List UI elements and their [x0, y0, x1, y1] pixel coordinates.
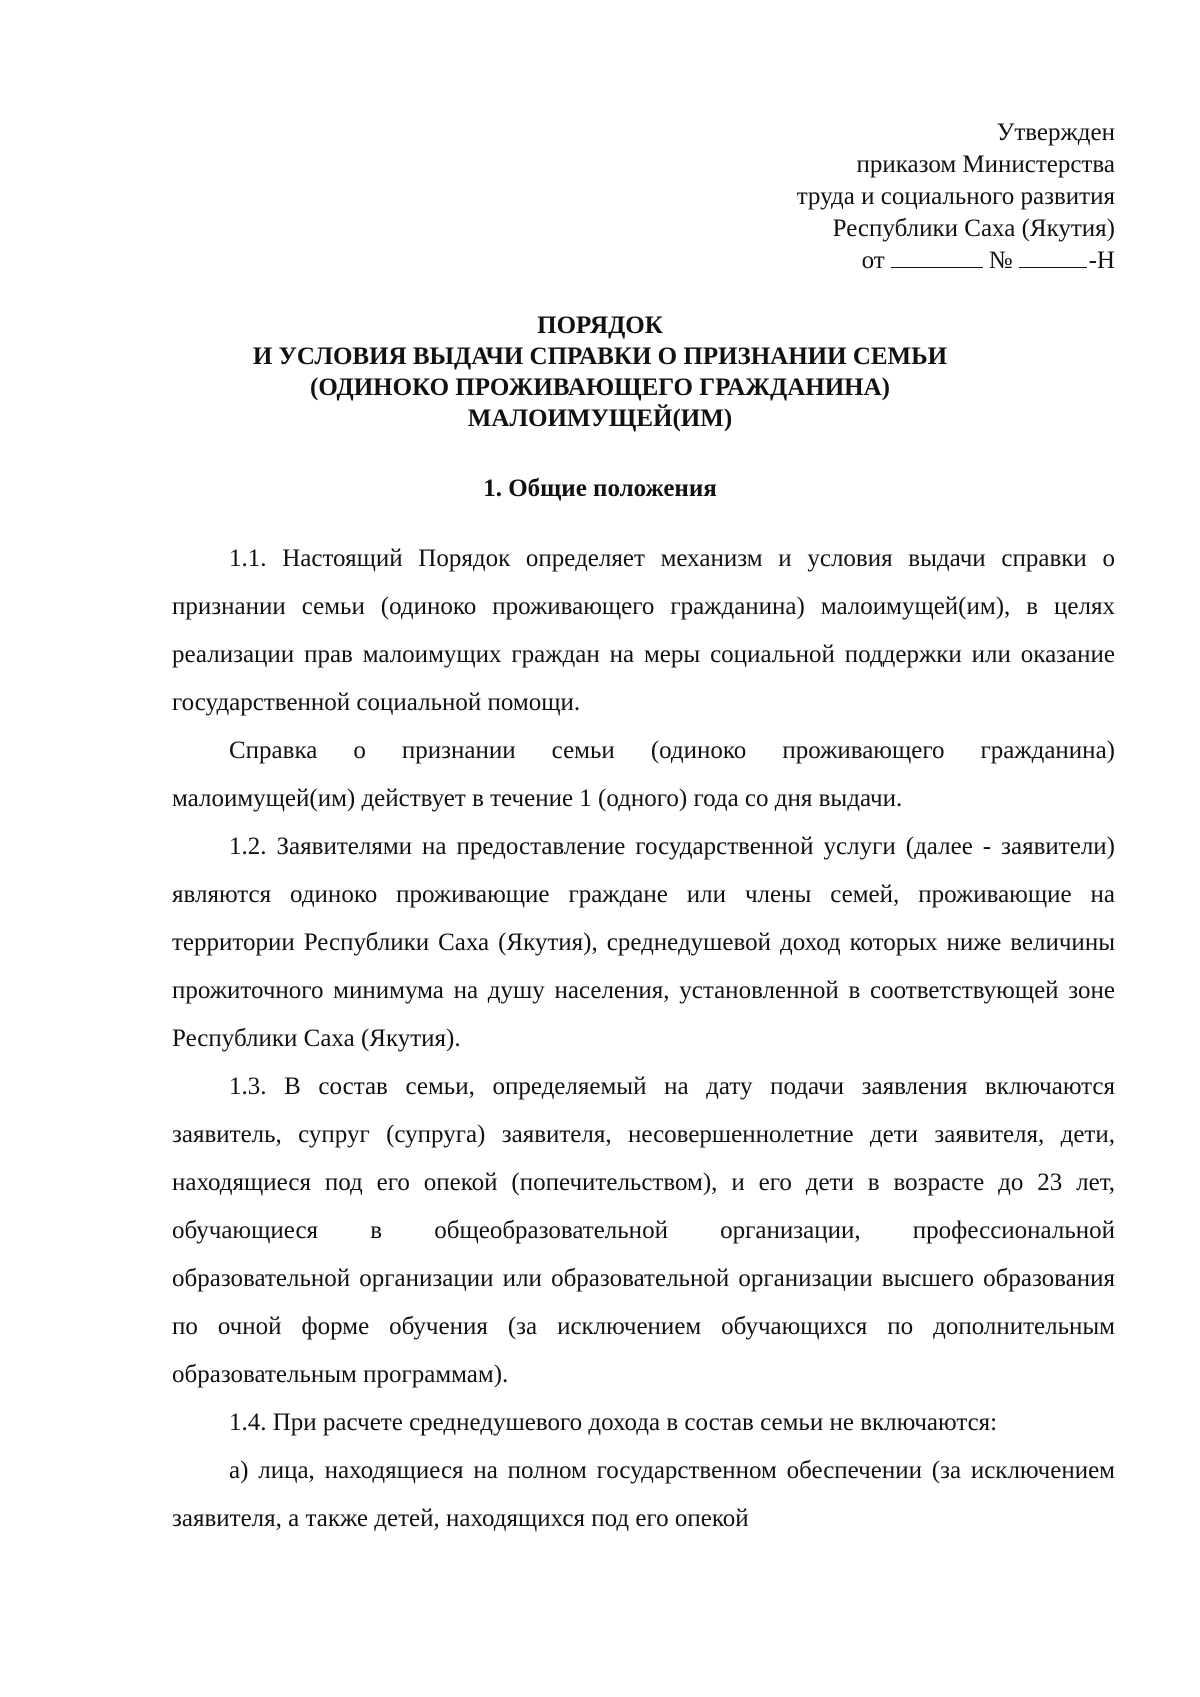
approval-number-suffix: -Н — [1088, 247, 1115, 274]
approval-line-order: приказом Министерства — [856, 151, 1115, 178]
number-blank-field — [1019, 245, 1087, 268]
paragraph-1-4-a: а) лица, находящиеся на полном государственном обеспечении (за исключением заявителя, а также детей, находящихся под его опекой — [172, 1457, 1115, 1532]
paragraph-1-4: 1.4. При расчете среднедушевого дохода в состав семьи не включаются: — [229, 1409, 998, 1436]
date-blank-field — [891, 245, 983, 268]
title-line-1: ПОРЯДОК — [537, 312, 663, 339]
title-line-4: МАЛОИМУЩЕЙ(ИМ) — [467, 405, 733, 432]
approval-number-sign: № — [988, 247, 1013, 274]
approval-from-label: от — [861, 247, 885, 274]
approval-date-number-line — [797, 245, 1115, 277]
paragraph-validity: Справка о признании семьи (одиноко проживающего гражданина) малоимущей(им) действует в течение 1 (одного) года со дня выдачи. — [172, 737, 1115, 812]
approval-line-republic: Республики Саха (Якутия) — [832, 215, 1115, 242]
approval-stamp-block — [797, 117, 1115, 277]
document-title — [0, 310, 1200, 434]
paragraph-1-1: 1.1. Настоящий Порядок определяет механизм и условия выдачи справки о признании семьи (одиноко проживающего гражданина) малоимущей(им), в целях реализации прав малоимущих граждан на меры социальной поддержки или оказание государственной социальной помощи. — [172, 545, 1115, 716]
title-line-2: И УСЛОВИЯ ВЫДАЧИ СПРАВКИ О ПРИЗНАНИИ СЕМЬИ — [252, 343, 948, 370]
title-line-3: (ОДИНОКО ПРОЖИВАЮЩЕГО ГРАЖДАНИНА) — [310, 374, 890, 401]
paragraph-1-3: 1.3. В состав семьи, определяемый на дату подачи заявления включаются заявитель, супруг (супруга) заявителя, несовершеннолетние дети заявителя, дети, находящиеся под его опекой (попечительством), и его дети в возрасте до 23 лет, обучающиеся в общеобразовательной организации, профессиональной образовательной организации или образовательной организации высшего образования по очной форме обучения (за исключением обучающихся по дополнительным образовательным программам). — [172, 1073, 1115, 1388]
section-heading: 1. Общие положения — [483, 475, 717, 502]
approval-line-approved: Утвержден — [996, 119, 1115, 146]
approval-line-ministry: труда и социального развития — [796, 183, 1115, 210]
paragraph-1-2: 1.2. Заявителями на предоставление государственной услуги (далее - заявители) являются одиноко проживающие граждане или члены семей, проживающие на территории Республики Саха (Якутия), среднедушевой доход которых ниже величины прожиточного минимума на душу населения, установленной в соответствующей зоне Республики Саха (Якутия). — [172, 833, 1115, 1052]
document-body — [172, 535, 1115, 1543]
